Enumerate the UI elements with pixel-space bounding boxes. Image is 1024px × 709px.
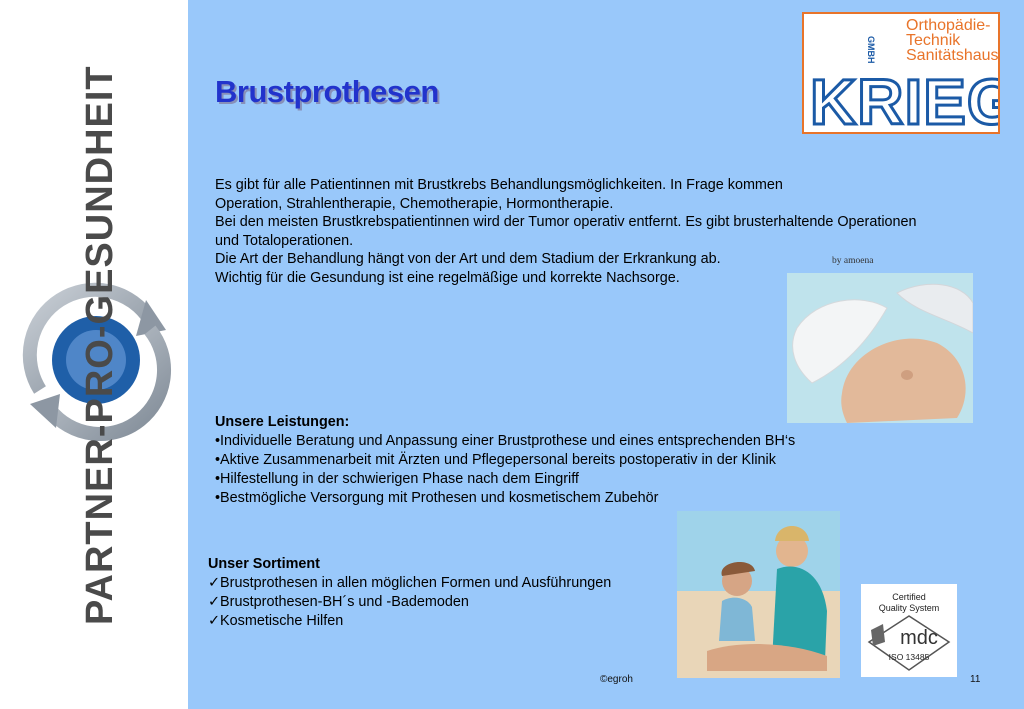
intro-text xyxy=(215,176,995,288)
page-title: Brustprothesen xyxy=(215,74,439,109)
list-item: ✓Brustprothesen in allen möglichen Formen und Ausführungen xyxy=(208,575,612,591)
beach-photo xyxy=(677,511,840,678)
intro-line: und Totaloperationen. xyxy=(215,232,354,249)
intro-line: Die Art der Behandlung hängt von der Art und dem Stadium der Erkrankung ab. xyxy=(215,251,721,268)
list-item: ✓Kosmetische Hilfen xyxy=(208,613,344,629)
cert-line-2: Quality System xyxy=(878,603,940,613)
intro-line: Es gibt für alle Patientinnen mit Brustkrebs Behandlungsmöglichkeiten. In Frage kommen xyxy=(215,177,783,193)
mdc-certificate-badge xyxy=(861,584,957,677)
logo-line-3: Sanitätshaus xyxy=(906,47,998,64)
cert-line-1: Certified xyxy=(892,592,926,602)
sidebar xyxy=(0,0,188,709)
page-number: 11 xyxy=(970,674,981,685)
cert-brand: mdc xyxy=(900,627,938,649)
assortment-heading: Unser Sortiment xyxy=(208,556,320,572)
cert-standard: ISO 13485 xyxy=(888,652,930,662)
services-heading: Unsere Leistungen: xyxy=(215,414,350,430)
list-item: •Bestmögliche Versorgung mit Prothesen und kosmetischem Zubehör xyxy=(215,490,659,506)
partner-pro-gesundheit-logo xyxy=(0,0,188,709)
logo-gmbh: GMBH xyxy=(866,36,876,64)
intro-line: Operation, Strahlentherapie, Chemotherapie, Hormontherapie. xyxy=(215,195,614,212)
list-item: •Hilfestellung in der schwierigen Phase nach dem Eingriff xyxy=(215,471,579,487)
list-item: •Aktive Zusammenarbeit mit Ärzten und Pflegepersonal bereits postoperativ in der Klinik xyxy=(215,452,776,468)
services-section xyxy=(215,413,915,508)
logo-name: KRIEG xyxy=(810,66,998,132)
logo-line-2: Technik xyxy=(906,32,961,49)
breast-prosthesis-photo xyxy=(787,273,973,423)
image-caption: by amoena xyxy=(832,256,874,266)
assortment-section xyxy=(208,555,668,631)
intro-line: Bei den meisten Brustkrebspatientinnen wird der Tumor operativ entfernt. Es gibt brusterhaltende Operationen xyxy=(215,214,917,231)
list-item: ✓Brustprothesen-BH´s und -Bademoden xyxy=(208,594,469,610)
logo-line-1: Orthopädie- xyxy=(906,17,991,34)
krieg-logo xyxy=(802,12,1000,134)
footer-copyright: ©egroh xyxy=(600,674,633,685)
sidebar-brand-text: PARTNER-PRO-GESUNDHEIT xyxy=(79,65,121,625)
list-item: •Individuelle Beratung und Anpassung einer Brustprothese und eines entsprechenden BH‘s xyxy=(215,433,796,449)
intro-line: Wichtig für die Gesundung ist eine regelmäßige und korrekte Nachsorge. xyxy=(215,269,680,286)
